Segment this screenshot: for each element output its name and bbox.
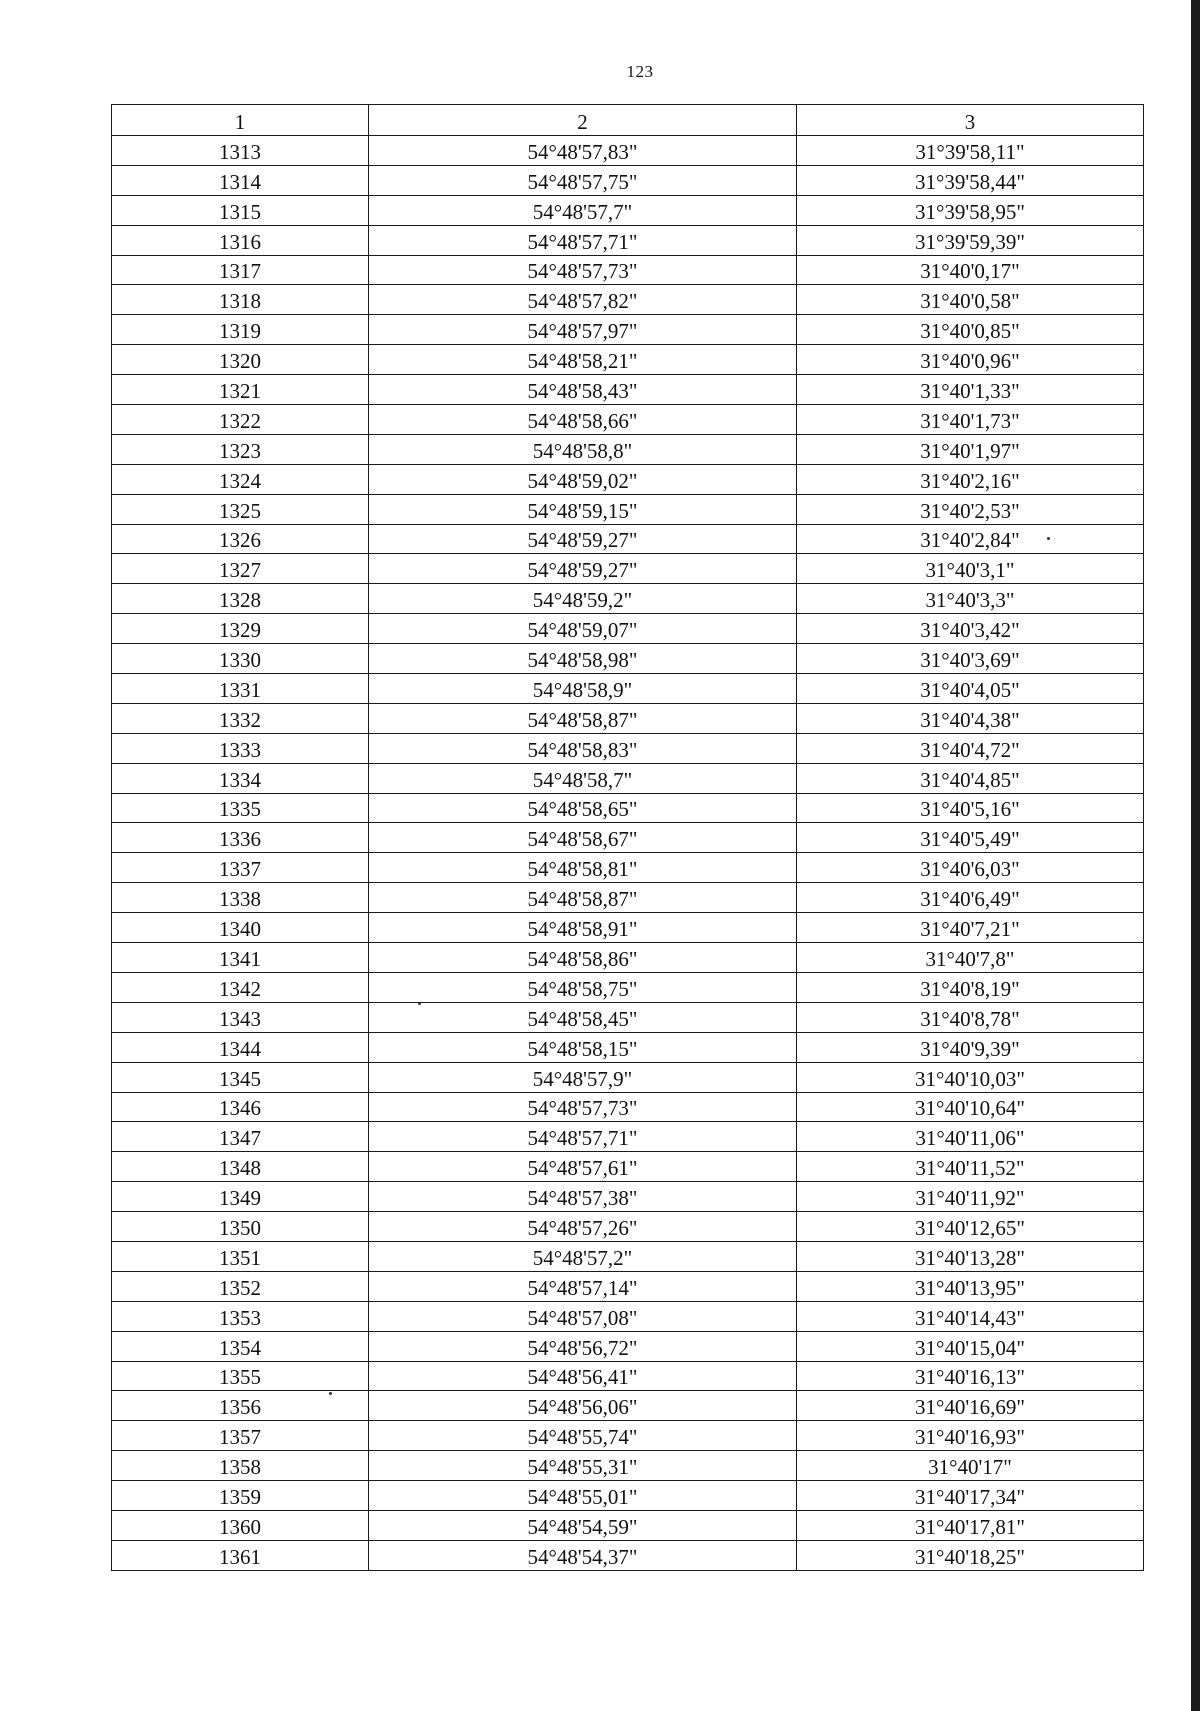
table-row: [112, 1421, 1144, 1451]
latitude-cell: 54°48'57,73": [369, 255, 797, 285]
point-number-cell: 1360: [112, 1510, 369, 1540]
point-number-cell: 1332: [112, 703, 369, 733]
longitude-cell: 31°39'59,39": [797, 225, 1144, 255]
longitude-cell: 31°40'2,16": [797, 464, 1144, 494]
point-number-cell: 1330: [112, 644, 369, 674]
point-number-cell: 1343: [112, 1002, 369, 1032]
latitude-cell: 54°48'59,2": [369, 584, 797, 614]
scan-dust-dot: [329, 1392, 332, 1395]
table-row: [112, 1540, 1144, 1570]
longitude-cell: 31°40'17,81": [797, 1510, 1144, 1540]
point-number-cell: 1351: [112, 1241, 369, 1271]
longitude-cell: 31°40'6,49": [797, 883, 1144, 913]
point-number-cell: 1352: [112, 1271, 369, 1301]
latitude-cell: 54°48'57,2": [369, 1241, 797, 1271]
point-number-cell: 1361: [112, 1540, 369, 1570]
table-row: [112, 733, 1144, 763]
table-row: [112, 823, 1144, 853]
latitude-cell: 54°48'57,14": [369, 1271, 797, 1301]
point-number-cell: 1350: [112, 1212, 369, 1242]
latitude-cell: 54°48'57,97": [369, 315, 797, 345]
table-row: [112, 1510, 1144, 1540]
latitude-cell: 54°48'56,06": [369, 1391, 797, 1421]
longitude-cell: 31°40'5,49": [797, 823, 1144, 853]
longitude-cell: 31°40'9,39": [797, 1032, 1144, 1062]
point-number-cell: 1326: [112, 524, 369, 554]
longitude-cell: 31°40'0,58": [797, 285, 1144, 315]
latitude-cell: 54°48'58,87": [369, 883, 797, 913]
latitude-cell: 54°48'58,86": [369, 943, 797, 973]
latitude-cell: 54°48'59,27": [369, 554, 797, 584]
longitude-cell: 31°40'4,05": [797, 674, 1144, 704]
table-row: [112, 225, 1144, 255]
table-header-row: [112, 105, 1144, 136]
latitude-cell: 54°48'59,02": [369, 464, 797, 494]
point-number-cell: 1314: [112, 165, 369, 195]
table-row: [112, 464, 1144, 494]
point-number-cell: 1327: [112, 554, 369, 584]
longitude-cell: 31°40'18,25": [797, 1540, 1144, 1570]
scan-edge-shadow: [1191, 0, 1200, 1711]
point-number-cell: 1354: [112, 1331, 369, 1361]
longitude-cell: 31°40'3,1": [797, 554, 1144, 584]
table-row: [112, 434, 1144, 464]
latitude-cell: 54°48'55,74": [369, 1421, 797, 1451]
longitude-cell: 31°40'3,3": [797, 584, 1144, 614]
longitude-cell: 31°40'0,96": [797, 345, 1144, 375]
latitude-cell: 54°48'54,59": [369, 1510, 797, 1540]
longitude-cell: 31°40'4,85": [797, 763, 1144, 793]
table-row: [112, 1122, 1144, 1152]
point-number-cell: 1338: [112, 883, 369, 913]
longitude-cell: 31°39'58,95": [797, 195, 1144, 225]
table-row: [112, 1212, 1144, 1242]
latitude-cell: 54°48'58,67": [369, 823, 797, 853]
table-row: [112, 1152, 1144, 1182]
table-row: [112, 285, 1144, 315]
latitude-cell: 54°48'57,71": [369, 225, 797, 255]
latitude-cell: 54°48'59,27": [369, 524, 797, 554]
point-number-cell: 1328: [112, 584, 369, 614]
table-row: [112, 165, 1144, 195]
table-row: [112, 1062, 1144, 1092]
longitude-cell: 31°40'7,21": [797, 913, 1144, 943]
latitude-cell: 54°48'58,91": [369, 913, 797, 943]
point-number-cell: 1359: [112, 1481, 369, 1511]
point-number-cell: 1346: [112, 1092, 369, 1122]
table-row: [112, 1301, 1144, 1331]
table-row: [112, 554, 1144, 584]
latitude-cell: 54°48'57,08": [369, 1301, 797, 1331]
table-row: [112, 614, 1144, 644]
latitude-cell: 54°48'57,61": [369, 1152, 797, 1182]
table-row: [112, 972, 1144, 1002]
longitude-cell: 31°40'8,19": [797, 972, 1144, 1002]
latitude-cell: 54°48'55,01": [369, 1481, 797, 1511]
longitude-cell: 31°40'6,03": [797, 853, 1144, 883]
table-row: [112, 913, 1144, 943]
latitude-cell: 54°48'58,65": [369, 793, 797, 823]
point-number-cell: 1353: [112, 1301, 369, 1331]
table-row: [112, 195, 1144, 225]
point-number-cell: 1315: [112, 195, 369, 225]
latitude-cell: 54°48'57,71": [369, 1122, 797, 1152]
table-row: [112, 405, 1144, 435]
table-row: [112, 1002, 1144, 1032]
latitude-cell: 54°48'55,31": [369, 1451, 797, 1481]
table-row: [112, 524, 1144, 554]
table-row: [112, 644, 1144, 674]
table-row: [112, 494, 1144, 524]
latitude-cell: 54°48'56,41": [369, 1361, 797, 1391]
point-number-cell: 1356: [112, 1391, 369, 1421]
point-number-cell: 1320: [112, 345, 369, 375]
longitude-cell: 31°40'2,84": [797, 524, 1144, 554]
latitude-cell: 54°48'58,7": [369, 763, 797, 793]
longitude-cell: 31°39'58,11": [797, 136, 1144, 166]
latitude-cell: 54°48'54,37": [369, 1540, 797, 1570]
longitude-cell: 31°40'1,97": [797, 434, 1144, 464]
longitude-cell: 31°40'7,8": [797, 943, 1144, 973]
latitude-cell: 54°48'57,75": [369, 165, 797, 195]
point-number-cell: 1347: [112, 1122, 369, 1152]
table-row: [112, 1271, 1144, 1301]
point-number-cell: 1316: [112, 225, 369, 255]
longitude-cell: 31°40'4,72": [797, 733, 1144, 763]
latitude-cell: 54°48'59,15": [369, 494, 797, 524]
point-number-cell: 1358: [112, 1451, 369, 1481]
longitude-cell: 31°40'2,53": [797, 494, 1144, 524]
latitude-cell: 54°48'57,9": [369, 1062, 797, 1092]
table-row: [112, 703, 1144, 733]
longitude-cell: 31°40'3,69": [797, 644, 1144, 674]
table-row: [112, 255, 1144, 285]
table-row: [112, 584, 1144, 614]
point-number-cell: 1323: [112, 434, 369, 464]
longitude-cell: 31°40'1,73": [797, 405, 1144, 435]
longitude-cell: 31°40'0,85": [797, 315, 1144, 345]
longitude-cell: 31°40'10,03": [797, 1062, 1144, 1092]
point-number-cell: 1324: [112, 464, 369, 494]
table-row: [112, 883, 1144, 913]
latitude-cell: 54°48'58,15": [369, 1032, 797, 1062]
point-number-cell: 1335: [112, 793, 369, 823]
point-number-cell: 1357: [112, 1421, 369, 1451]
point-number-cell: 1317: [112, 255, 369, 285]
point-number-cell: 1331: [112, 674, 369, 704]
coordinates-table: [111, 104, 1144, 1571]
longitude-cell: 31°40'12,65": [797, 1212, 1144, 1242]
longitude-cell: 31°40'15,04": [797, 1331, 1144, 1361]
longitude-cell: 31°40'8,78": [797, 1002, 1144, 1032]
point-number-cell: 1341: [112, 943, 369, 973]
point-number-cell: 1334: [112, 763, 369, 793]
latitude-cell: 54°48'58,45": [369, 1002, 797, 1032]
point-number-cell: 1325: [112, 494, 369, 524]
point-number-cell: 1340: [112, 913, 369, 943]
latitude-cell: 54°48'57,82": [369, 285, 797, 315]
point-number-cell: 1344: [112, 1032, 369, 1062]
point-number-cell: 1329: [112, 614, 369, 644]
latitude-cell: 54°48'57,7": [369, 195, 797, 225]
column-header-point-number: 1: [112, 105, 369, 136]
longitude-cell: 31°40'16,93": [797, 1421, 1144, 1451]
longitude-cell: 31°40'11,92": [797, 1182, 1144, 1212]
column-header-longitude: 3: [797, 105, 1144, 136]
table-row: [112, 853, 1144, 883]
latitude-cell: 54°48'58,75": [369, 972, 797, 1002]
table-row: [112, 1032, 1144, 1062]
point-number-cell: 1348: [112, 1152, 369, 1182]
latitude-cell: 54°48'58,98": [369, 644, 797, 674]
point-number-cell: 1337: [112, 853, 369, 883]
table-row: [112, 1361, 1144, 1391]
latitude-cell: 54°48'58,8": [369, 434, 797, 464]
longitude-cell: 31°40'16,13": [797, 1361, 1144, 1391]
longitude-cell: 31°40'11,06": [797, 1122, 1144, 1152]
point-number-cell: 1319: [112, 315, 369, 345]
table-row: [112, 943, 1144, 973]
scan-dust-dot: [1047, 537, 1050, 540]
longitude-cell: 31°40'4,38": [797, 703, 1144, 733]
table-row: [112, 375, 1144, 405]
point-number-cell: 1322: [112, 405, 369, 435]
longitude-cell: 31°40'0,17": [797, 255, 1144, 285]
latitude-cell: 54°48'57,73": [369, 1092, 797, 1122]
latitude-cell: 54°48'57,26": [369, 1212, 797, 1242]
latitude-cell: 54°48'58,43": [369, 375, 797, 405]
point-number-cell: 1336: [112, 823, 369, 853]
column-header-latitude: 2: [369, 105, 797, 136]
table-row: [112, 674, 1144, 704]
point-number-cell: 1333: [112, 733, 369, 763]
longitude-cell: 31°40'16,69": [797, 1391, 1144, 1421]
table-row: [112, 1182, 1144, 1212]
table-row: [112, 1451, 1144, 1481]
latitude-cell: 54°48'59,07": [369, 614, 797, 644]
table-row: [112, 1241, 1144, 1271]
latitude-cell: 54°48'57,83": [369, 136, 797, 166]
table-row: [112, 136, 1144, 166]
longitude-cell: 31°40'5,16": [797, 793, 1144, 823]
table-row: [112, 1092, 1144, 1122]
longitude-cell: 31°40'3,42": [797, 614, 1144, 644]
latitude-cell: 54°48'58,21": [369, 345, 797, 375]
latitude-cell: 54°48'56,72": [369, 1331, 797, 1361]
longitude-cell: 31°40'13,28": [797, 1241, 1144, 1271]
latitude-cell: 54°48'58,87": [369, 703, 797, 733]
table-row: [112, 345, 1144, 375]
longitude-cell: 31°39'58,44": [797, 165, 1144, 195]
longitude-cell: 31°40'1,33": [797, 375, 1144, 405]
longitude-cell: 31°40'10,64": [797, 1092, 1144, 1122]
table-row: [112, 1391, 1144, 1421]
latitude-cell: 54°48'57,38": [369, 1182, 797, 1212]
table-row: [112, 1481, 1144, 1511]
page-number: 123: [626, 62, 654, 81]
table-row: [112, 1331, 1144, 1361]
point-number-cell: 1318: [112, 285, 369, 315]
point-number-cell: 1313: [112, 136, 369, 166]
table-row: [112, 763, 1144, 793]
longitude-cell: 31°40'11,52": [797, 1152, 1144, 1182]
scan-dust-dot: [418, 1002, 421, 1005]
point-number-cell: 1342: [112, 972, 369, 1002]
point-number-cell: 1355: [112, 1361, 369, 1391]
table-row: [112, 793, 1144, 823]
table-row: [112, 315, 1144, 345]
longitude-cell: 31°40'14,43": [797, 1301, 1144, 1331]
longitude-cell: 31°40'17,34": [797, 1481, 1144, 1511]
point-number-cell: 1345: [112, 1062, 369, 1092]
latitude-cell: 54°48'58,66": [369, 405, 797, 435]
longitude-cell: 31°40'13,95": [797, 1271, 1144, 1301]
table-body: [112, 136, 1144, 1571]
latitude-cell: 54°48'58,81": [369, 853, 797, 883]
latitude-cell: 54°48'58,83": [369, 733, 797, 763]
point-number-cell: 1321: [112, 375, 369, 405]
longitude-cell: 31°40'17": [797, 1451, 1144, 1481]
point-number-cell: 1349: [112, 1182, 369, 1212]
latitude-cell: 54°48'58,9": [369, 674, 797, 704]
